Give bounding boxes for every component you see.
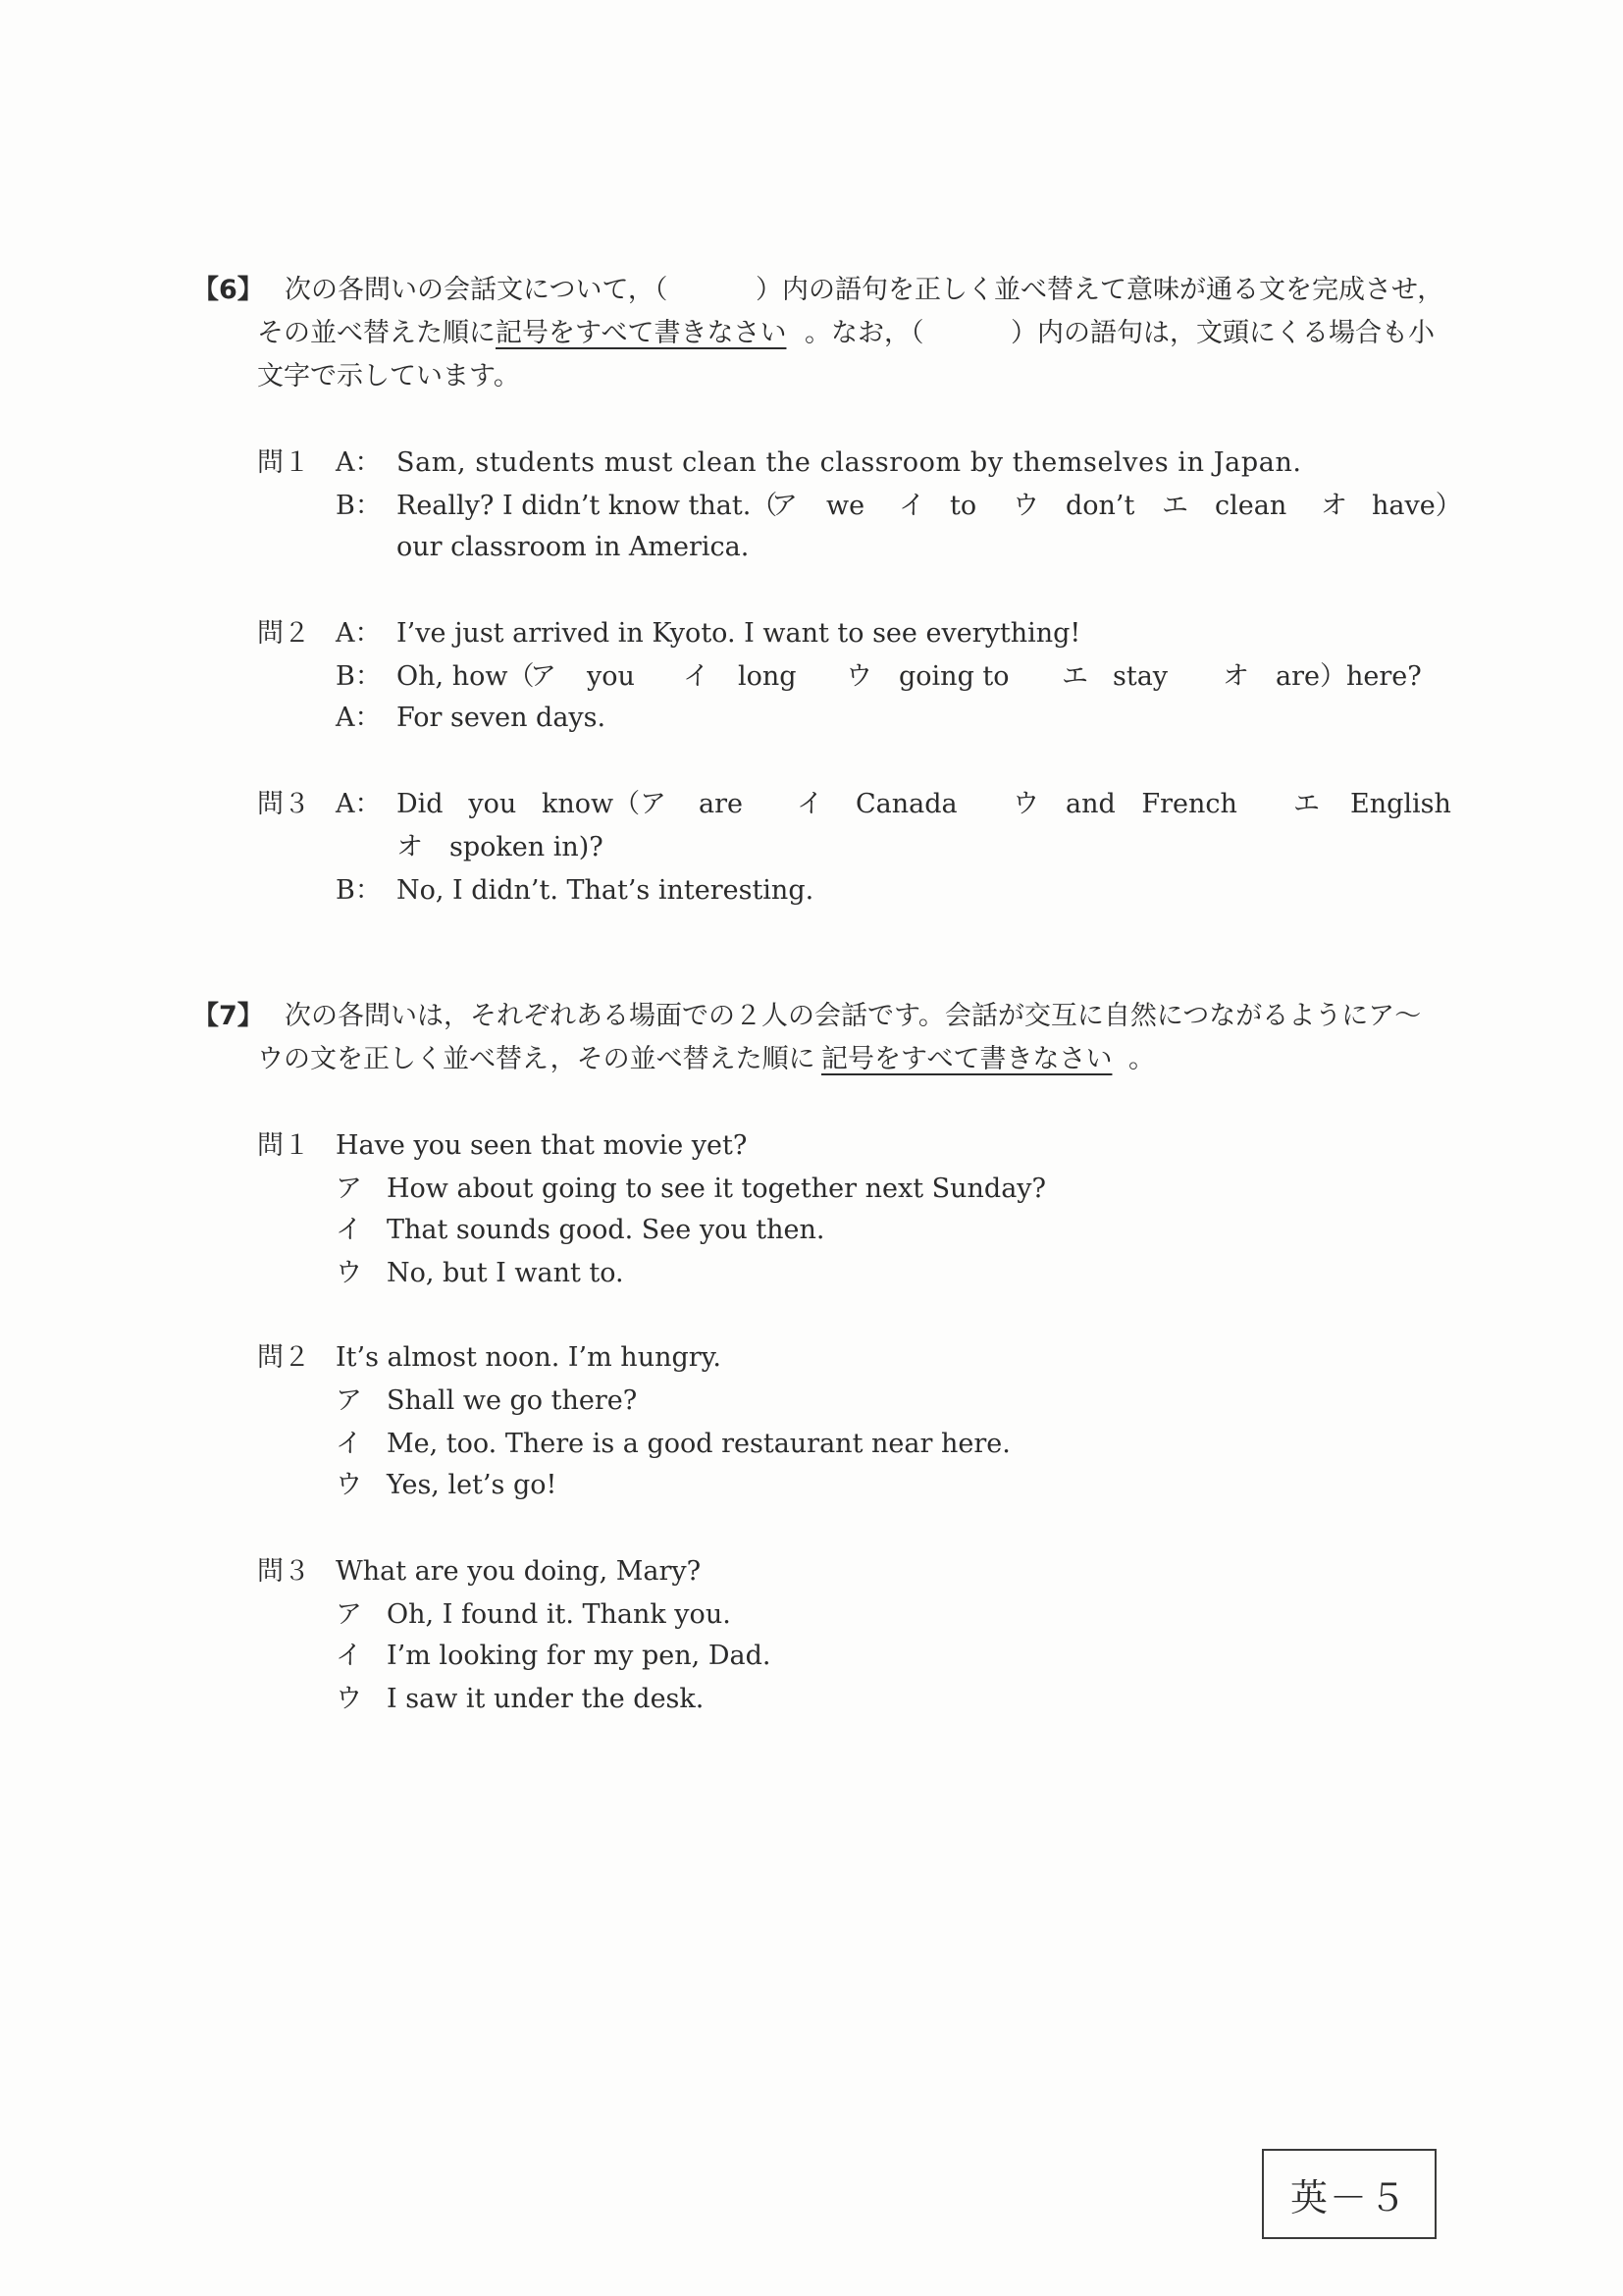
s7-q3-option-u-mark: ウ: [336, 1684, 362, 1714]
s7-q2-option-i-mark: イ: [336, 1429, 362, 1459]
s7-q1-option-a-mark: ア: [336, 1174, 362, 1204]
s6-q3-choice-a-word: are: [699, 789, 743, 819]
s6-q1-choice-a-word: we: [826, 491, 865, 521]
s6-q2-b-speaker: B：: [336, 661, 382, 692]
section6-instruction-line1a: 次の各問いの会話文について，（: [285, 275, 668, 305]
s6-q3-label: 問３: [257, 789, 310, 819]
s6-q2-choice-i-mark: イ: [683, 661, 709, 692]
section6-instruction-line2a: その並べ替えた順に: [257, 318, 496, 348]
section6-instruction-line1b: ）内の語句を正しく並べ替えて意味が通る文を完成させ，: [756, 275, 1444, 305]
s6-q3-choice-e-word: English: [1350, 789, 1451, 819]
s7-q2-label: 問２: [257, 1342, 310, 1373]
s6-q2-choice-u-mark: ウ: [846, 661, 872, 692]
s7-q1-option-a-text: How about going to see it together next Sunday?: [387, 1174, 1047, 1204]
s6-q3-choice-i-mark: イ: [797, 789, 823, 819]
page-number-badge: [1262, 2149, 1437, 2239]
s6-q2-choice-u-word: going to: [899, 661, 1010, 692]
section7-instruction-line2a: ウの文を正しく並べ替え，その並べ替えた順に: [257, 1044, 815, 1074]
s6-q3-choice-e-mark: エ: [1293, 789, 1320, 819]
s6-q2-choice-e-word: stay: [1113, 661, 1169, 692]
s6-q3-choice-o-mark: オ: [396, 832, 423, 862]
s6-q3-choice-a-mark: ア: [640, 789, 666, 819]
s7-q3-option-u-text: I saw it under the desk.: [387, 1684, 705, 1714]
s6-q3-a-continuation: spoken in)?: [449, 832, 603, 862]
s7-q3-label: 問３: [257, 1556, 310, 1587]
s6-q1-choice-o-word: have）: [1372, 491, 1462, 521]
s6-q3-a-prefix: Did you know（: [396, 789, 641, 819]
s7-q1-label: 問１: [257, 1130, 310, 1161]
s7-q1-option-i-mark: イ: [336, 1215, 362, 1245]
s6-q1-b-speaker: B：: [336, 491, 382, 521]
s6-q3-a-speaker: A：: [336, 789, 382, 819]
s6-q1-a-text: Sam, students must clean the classroom by themselves in Japan.: [396, 447, 1302, 478]
s7-q3-option-i-mark: イ: [336, 1641, 362, 1671]
s7-q3-option-a-mark: ア: [336, 1599, 362, 1630]
s6-q1-choice-a-mark: ア: [771, 491, 798, 521]
s6-q2-choice-o-word: are）here?: [1276, 661, 1422, 692]
s6-q2-choice-i-word: long: [738, 661, 797, 692]
s6-q1-choice-o-mark: オ: [1321, 491, 1347, 521]
s7-q3-lead: What are you doing, Mary?: [336, 1556, 702, 1587]
section6-number: 【6】: [192, 275, 264, 305]
s6-q2-a-speaker: A：: [336, 618, 382, 649]
section6-instruction-line3: 文字で示しています。: [257, 361, 520, 391]
s6-q1-choice-e-word: clean: [1215, 491, 1287, 521]
s6-q2-choice-a-word: you: [587, 661, 635, 692]
s6-q2-choice-e-mark: エ: [1062, 661, 1088, 692]
s7-q1-option-i-text: That sounds good. See you then.: [387, 1215, 825, 1245]
s7-q1-option-u-mark: ウ: [336, 1258, 362, 1288]
s7-q3-option-a-text: Oh, I found it. Thank you.: [387, 1599, 731, 1630]
s6-q2-b-prefix: Oh, how（: [396, 661, 535, 692]
s7-q2-lead: It’s almost noon. I’m hungry.: [336, 1342, 721, 1373]
s6-q2-a-text: I’ve just arrived in Kyoto. I want to see everything!: [396, 618, 1081, 649]
s7-q2-option-a-text: Shall we go there?: [387, 1385, 638, 1416]
s6-q2-a2-text: For seven days.: [396, 703, 606, 733]
s6-q3-choice-u-word: and French: [1066, 789, 1237, 819]
s6-q1-b-prefix: Really? I didn’t know that.（: [396, 491, 778, 521]
s6-q2-choice-a-mark: ア: [530, 661, 556, 692]
s7-q2-option-i-text: Me, too. There is a good restaurant near here.: [387, 1429, 1011, 1459]
s6-q1-choice-e-mark: エ: [1162, 491, 1188, 521]
s6-q1-choice-i-mark: イ: [899, 491, 925, 521]
s6-q3-b-text: No, I didn’t. That’s interesting.: [396, 875, 814, 906]
s7-q2-option-u-mark: ウ: [336, 1470, 362, 1500]
s6-q2-choice-o-mark: オ: [1223, 661, 1249, 692]
s6-q3-choice-u-mark: ウ: [1013, 789, 1039, 819]
s6-q2-a2-speaker: A：: [336, 703, 382, 733]
s6-q3-choice-i-word: Canada: [856, 789, 958, 819]
section7-instruction-line1: 次の各問いは，それぞれある場面での２人の会話です。会話が交互に自然につながるようにア～: [285, 1001, 1422, 1031]
s7-q1-option-u-text: No, but I want to.: [387, 1258, 624, 1288]
s7-q3-option-i-text: I’m looking for my pen, Dad.: [387, 1641, 771, 1671]
s6-q1-a-speaker: A：: [336, 447, 382, 478]
s6-q1-choice-u-word: don’t: [1066, 491, 1135, 521]
s6-q2-label: 問２: [257, 618, 310, 649]
s7-q2-option-u-text: Yes, let’s go!: [387, 1470, 557, 1500]
section7-number: 【7】: [192, 1001, 264, 1031]
s6-q1-label: 問１: [257, 447, 310, 478]
s7-q2-option-a-mark: ア: [336, 1385, 362, 1416]
section6-instruction-line2b: 。なお，（: [805, 318, 924, 348]
s7-q1-lead: Have you seen that movie yet?: [336, 1130, 748, 1161]
s6-q1-choice-u-mark: ウ: [1013, 491, 1039, 521]
s6-q1-choice-i-word: to: [950, 491, 977, 521]
s6-q1-b-continuation: our classroom in America.: [396, 532, 750, 562]
section6-instruction-underlined: 記号をすべて書きなさい: [496, 318, 787, 348]
section7-instruction-underlined: 記号をすべて書きなさい: [821, 1044, 1113, 1074]
page-number-label: 英－５: [1289, 2175, 1408, 2219]
s6-q3-b-speaker: B：: [336, 875, 382, 906]
section7-instruction-line2b: 。: [1128, 1044, 1155, 1074]
section6-instruction-line2c: ）内の語句は，文頭にくる場合も小: [1011, 318, 1435, 348]
